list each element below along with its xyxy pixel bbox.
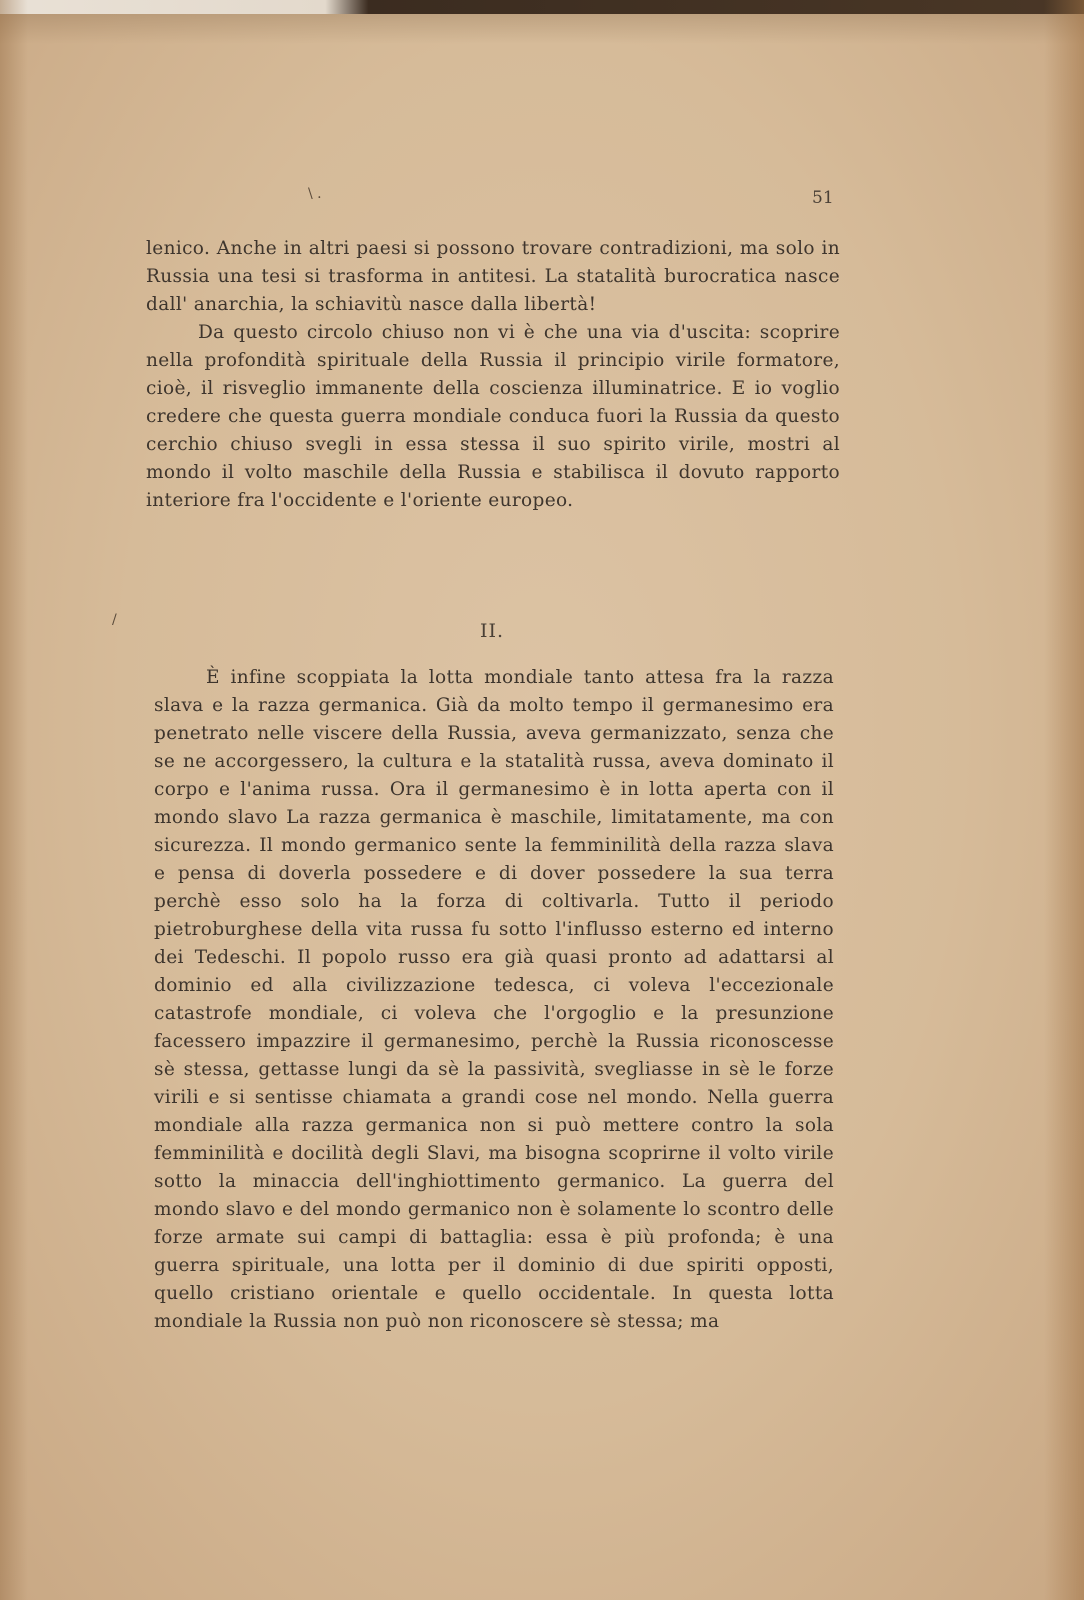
page-left-edge	[0, 0, 28, 1600]
paragraph: È infine scoppiata la lotta mondiale tanto attesa fra la razza slava e la razza germanica. Già da molto tempo il germanesimo era penetrato nelle viscere della Russia, aveva germanizzato, senza che se ne accorgessero, la cultura e la statalità russa, aveva dominato il corpo e l'anima russa. Ora il germanesimo è in lotta aperta con il mondo slavo La razza germanica è maschile, limitatamente, ma con sicurezza. Il mondo germanico sente la femminilità della razza slava e pensa di doverla possedere e di dover possedere la sua terra perchè esso solo ha la forza di coltivarla. Tutto il periodo pietroburghese della vita russa fu sotto l'influsso esterno ed interno dei Tedeschi. Il popolo russo era già quasi pronto ad adattarsi al dominio ed alla civilizzazione tedesca, ci voleva l'eccezionale catastrofe mondiale, ci voleva che l'orgoglio e la presunzione facessero impazzire il germanesimo, perchè la Russia riconoscesse sè stessa, gettasse lungi da sè la passività, svegliasse in sè le forze virili e si sentisse chiamata a grandi cose nel mondo. Nella guerra mondiale alla razza germanica non si può mettere contro la sola femminilità e docilità degli Slavi, ma bisogna scoprirne il volto virile sotto la minaccia dell'inghiottimento germanico. La guerra del mondo slavo e del mondo germanico non è solamente lo scontro delle forze armate sui campi di battaglia: essa è più profonda; è una guerra spirituale, una lotta per il dominio di due spiriti opposti, quello cristiano orientale e quello occidentale. In questa lotta mondiale la Russia non può non riconoscere sè stessa; ma	[154, 667, 834, 1332]
paragraph: Da questo circolo chiuso non vi è che una via d'uscita: scoprire nella profondità spirituale della Russia il principio virile formatore, cioè, il risveglio immanente della coscienza illuminatrice. E io voglio credere che questa guerra mondiale conduca fuori la Russia da questo cerchio chiuso svegli in essa stessa il suo spirito virile, mostri al mondo il volto maschile della Russia e stabilisca il dovuto rapporto interiore fra l'occidente e l'oriente europeo.	[146, 322, 840, 511]
paragraph: lenico. Anche in altri paesi si possono trovare contradizioni, ma solo in Russia una tesi si trasforma in antitesi. La statalità burocratica nasce dall' anarchia, la schiavitù nasce dalla libertà!	[146, 238, 840, 315]
specks: \ .	[308, 186, 322, 202]
page-top-edge	[0, 0, 1084, 14]
text-block-continuation	[146, 235, 840, 515]
page-top-shade	[0, 14, 1084, 44]
pencil-mark: /	[112, 612, 117, 628]
text-block-section-ii	[154, 664, 834, 1336]
page-right-edge	[1044, 0, 1084, 1600]
section-heading: II.	[480, 620, 505, 642]
page-number: 51	[812, 188, 834, 208]
